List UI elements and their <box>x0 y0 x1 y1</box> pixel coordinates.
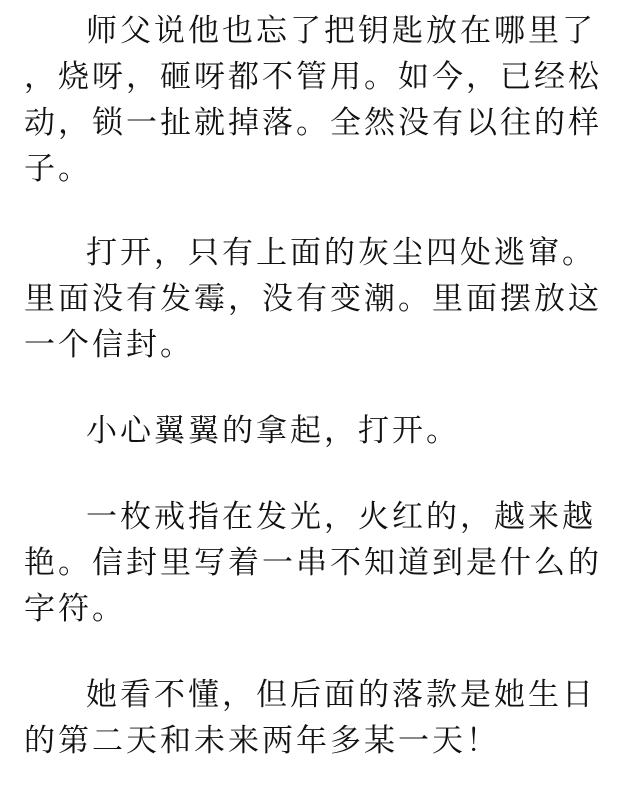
paragraph-4: 一枚戒指在发光，火红的，越来越艳。信封里写着一串不知道到是什么的字符。 <box>24 499 602 627</box>
paragraph-2: 打开，只有上面的灰尘四处逃窜。里面没有发霉，没有变潮。里面摆放这一个信封。 <box>24 235 602 363</box>
paragraph-3: 小心翼翼的拿起，打开。 <box>86 413 460 449</box>
paragraph-1: 师父说他也忘了把钥匙放在哪里了，烧呀，砸呀都不管用。如今，已经松动，锁一扯就掉落。全然没有以往的样子。 <box>24 13 602 187</box>
paragraph-5: 她看不懂，但后面的落款是她生日的第二天和未来两年多某一天！ <box>24 677 596 759</box>
